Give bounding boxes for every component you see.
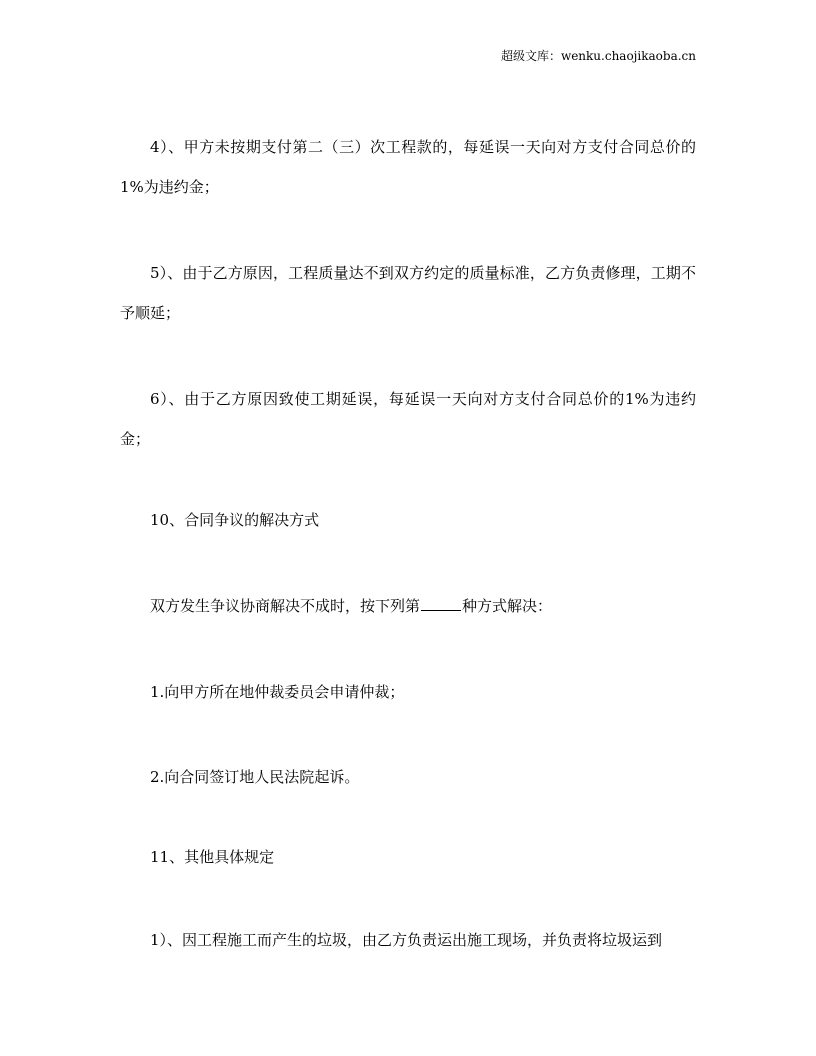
section-11-item-1: 1）、因工程施工而产生的垃圾，由乙方负责运出施工现场，并负责将垃圾运到 [150, 931, 663, 949]
section-10-option-1: 1.向甲方所在地仲裁委员会申请仲裁； [150, 683, 405, 701]
clause-4-late-payment: 4）、甲方未按期支付第二（三）次工程款的，每延误一天向对方支付合同总价的1%为违约金； [120, 138, 696, 196]
section-10-intro-after: 种方式解决： [462, 597, 553, 615]
section-10-intro-before: 双方发生争议协商解决不成时，按下列第 [150, 597, 421, 615]
clause-6-delay-penalty: 6）、由于乙方原因致使工期延误，每延误一天向对方支付合同总价的1%为违约金； [120, 390, 696, 448]
section-11-heading: 11、其他具体规定 [150, 848, 275, 866]
page-header-source: 超级文库：wenku.chaojikaoba.cn [500, 49, 696, 63]
section-10-option-2: 2.向合同签订地人民法院起诉。 [150, 768, 360, 786]
section-10-heading: 10、合同争议的解决方式 [150, 511, 320, 529]
section-10-intro [120, 586, 696, 626]
clause-5-quality-repair: 5）、由于乙方原因，工程质量达不到双方约定的质量标准，乙方负责修理，工期不予顺延； [120, 264, 696, 322]
option-number-blank [421, 594, 461, 611]
